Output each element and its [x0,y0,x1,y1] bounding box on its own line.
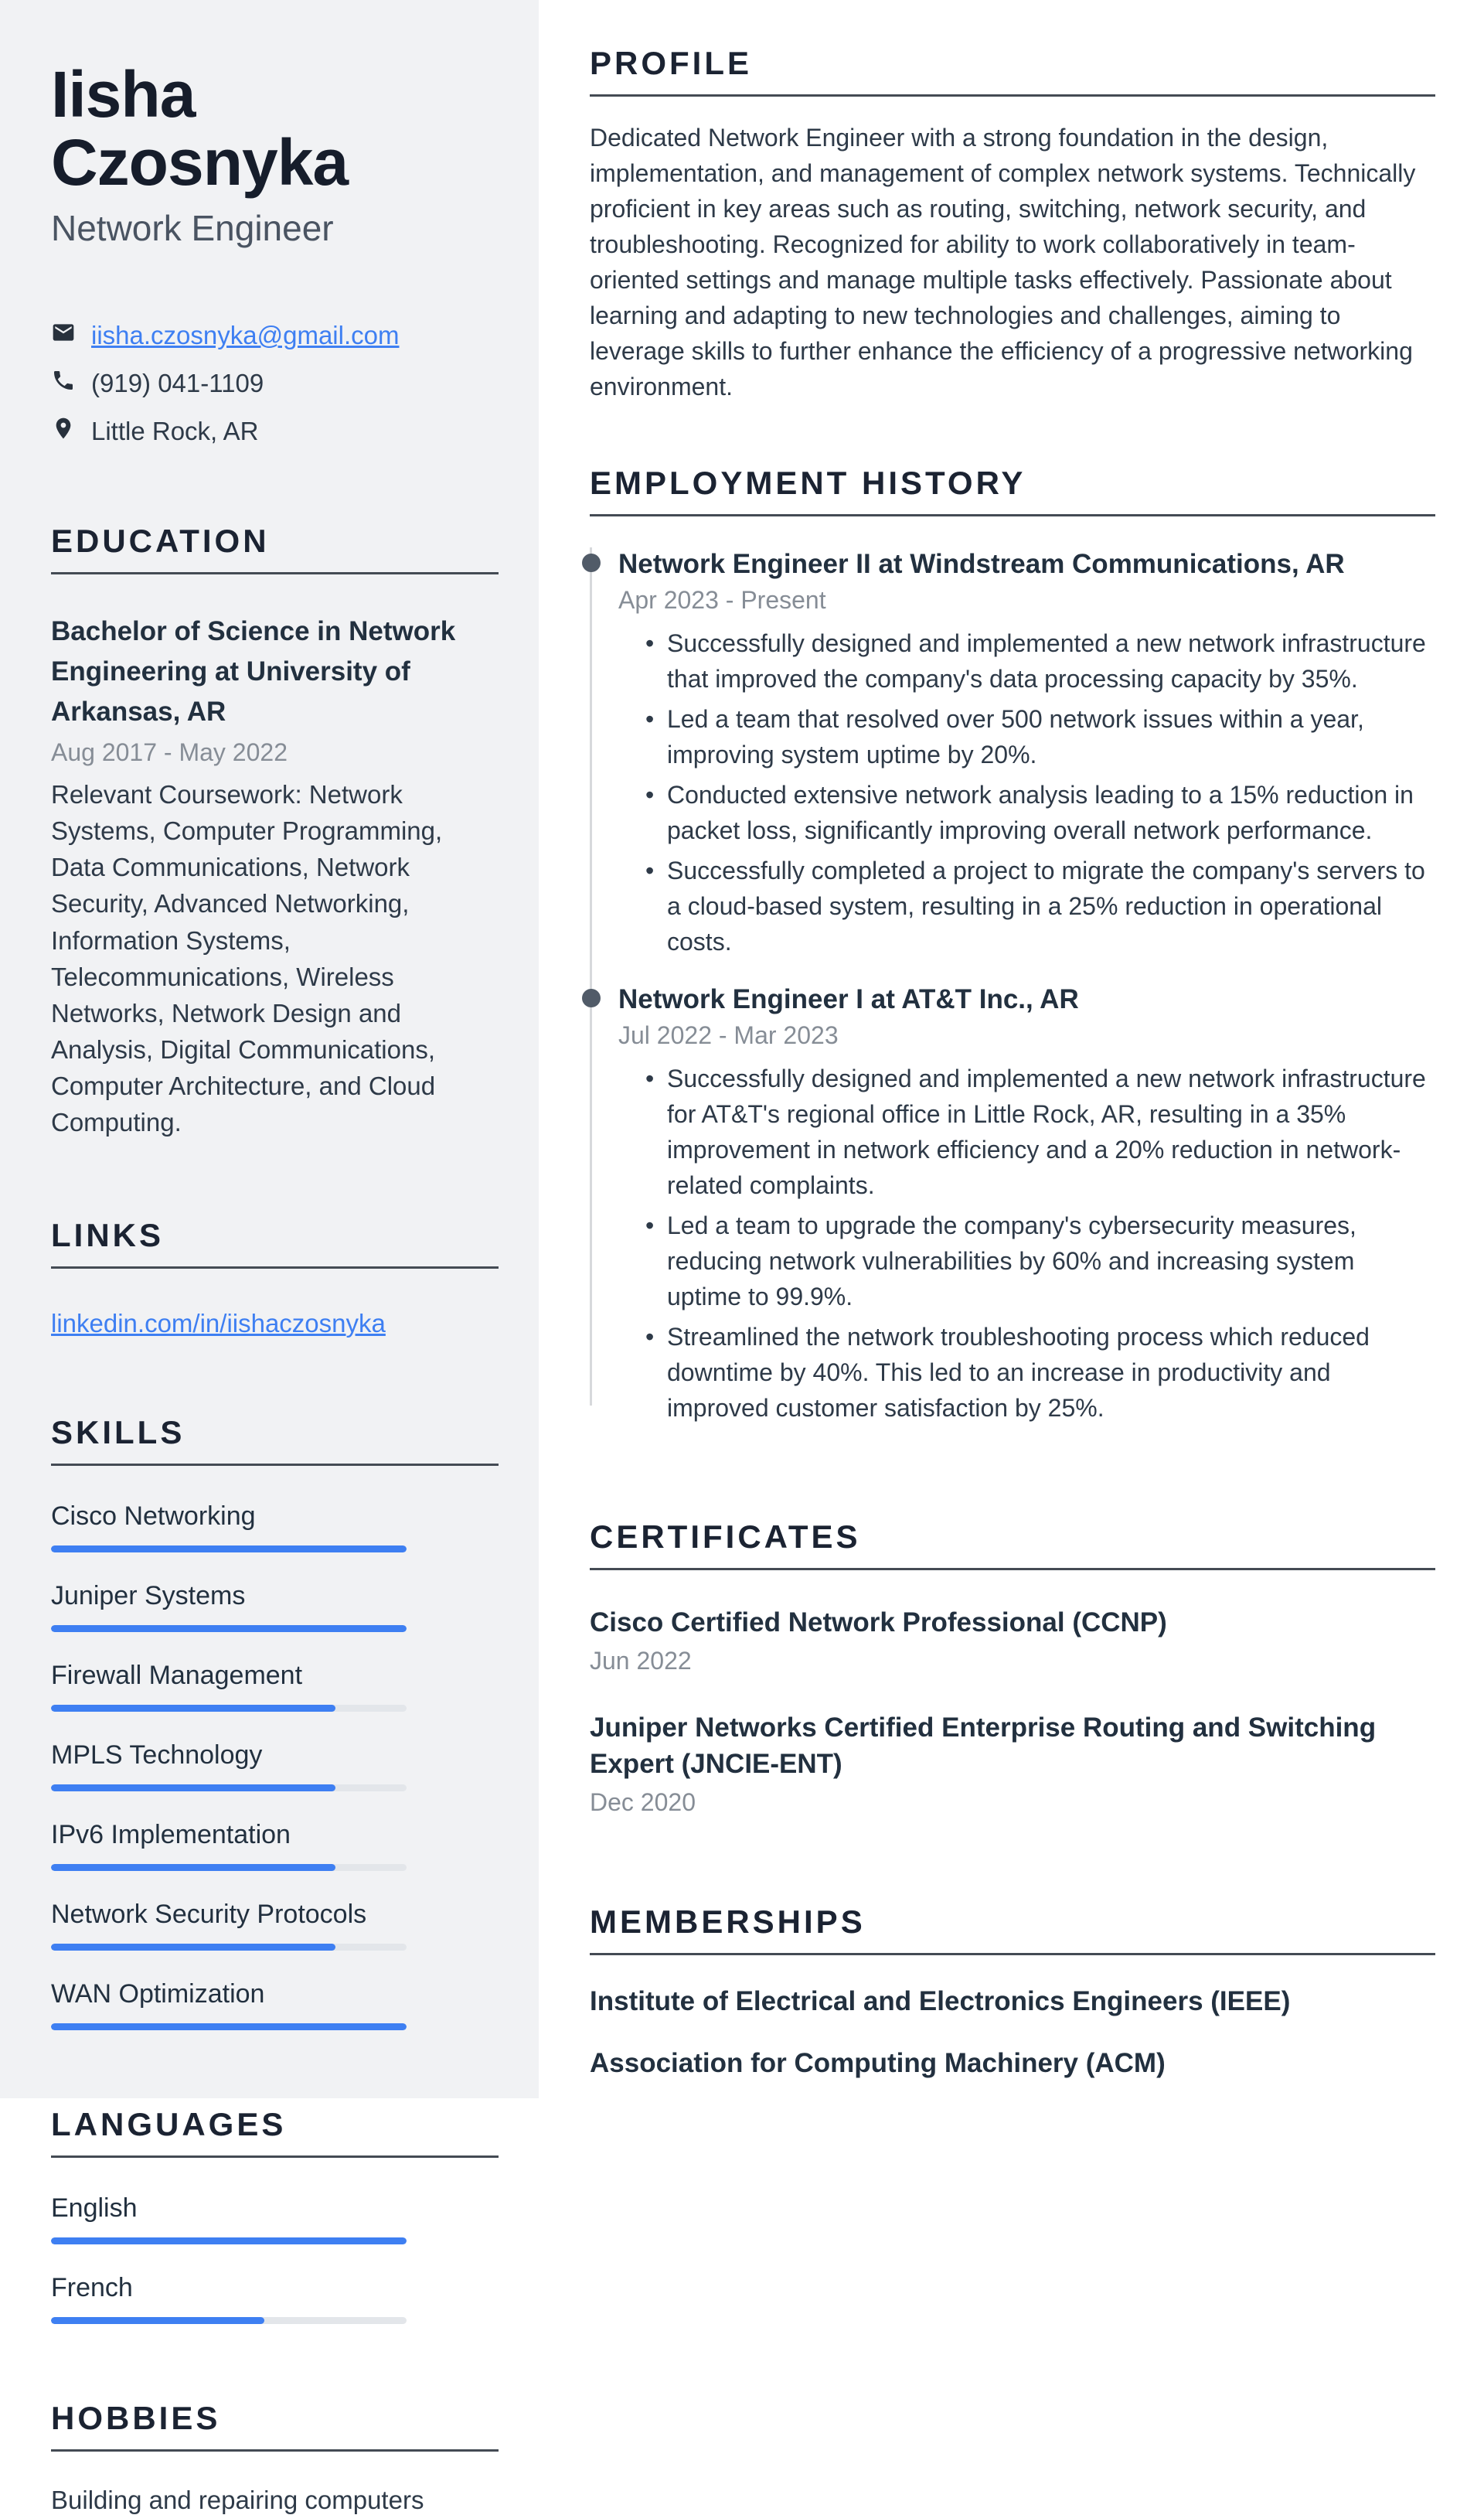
section-memberships [590,1903,1435,2079]
job-title: Network Engineer I at AT&T Inc., AR [618,983,1079,1014]
certificate-date: Jun 2022 [590,1646,692,1675]
skill-label: Firewall Management [51,1660,303,1690]
memberships-heading: MEMBERSHIPS [590,1903,866,1941]
profile-heading: PROFILE [590,45,753,81]
skill-item [51,1581,499,1632]
job-bullet: • Successfully completed a project to migrate the company's servers to a cloud-based system, resulting in a 25% reduction in operational costs. [645,853,1435,959]
skill-bar-track [51,1625,407,1632]
skill-label: Network Security Protocols [51,1899,367,1929]
language-bar-fill [51,2237,407,2244]
skill-bar-track [51,1864,407,1871]
skill-item [51,1979,499,2030]
phone-number: (919) 041-1109 [91,369,264,398]
skill-label: WAN Optimization [51,1978,265,2009]
skills-heading: SKILLS [51,1413,186,1450]
section-divider [51,2449,499,2452]
education-description: Relevant Coursework: Network Systems, Computer Programming, Data Communications, Network Security, Advanced Networking, Information Systems, Telecommunications, Wireless Networks, Network Design and Analysis, Digital Communications, Computer Architecture, and Cloud Computing. [51,779,443,1137]
job-entry [590,964,1435,1426]
certificate-item [590,1604,1435,1675]
section-skills [51,1414,499,2030]
job-bullet-list [618,1061,1435,1426]
skill-bar-fill [51,1864,335,1871]
section-links [51,1217,499,1338]
contact-phone-row [51,368,499,399]
education-dates: Aug 2017 - May 2022 [51,738,288,766]
membership-item: Association for Computing Machinery (ACM) [590,2048,1166,2079]
sidebar [0,0,539,2514]
education-degree: Bachelor of Science in Network Engineering at University of Arkansas, AR [51,616,456,727]
section-divider [51,572,499,574]
skill-bar-fill [51,1944,335,1951]
section-divider [590,1953,1435,1955]
language-bar-fill [51,2317,264,2324]
section-education [51,523,499,1140]
skill-bar-track [51,2023,407,2030]
employment-heading: EMPLOYMENT HISTORY [590,465,1026,501]
skill-bar-fill [51,1625,407,1632]
timeline-dot [582,554,601,572]
skill-item [51,1501,499,1552]
job-bullet: • Streamlined the network troubleshooting process which reduced downtime by 40%. This led to an increase in productivity and improved customer satisfaction by 25%. [645,1319,1435,1426]
phone-icon [51,368,76,399]
section-divider [590,1568,1435,1570]
email-link[interactable]: iisha.czosnyka@gmail.com [91,321,400,350]
timeline-dot [582,989,601,1007]
job-bullet: • Led a team that resolved over 500 network issues within a year, improving system uptime by 20%. [645,701,1435,772]
skill-label: MPLS Technology [51,1740,263,1770]
person-job-title: Network Engineer [51,208,334,249]
language-bar-track [51,2317,407,2324]
job-bullet: • Successfully designed and implemented a new network infrastructure that improved the company's data processing capacity by 35%. [645,625,1435,697]
person-name: Iisha Czosnyka [51,58,349,199]
linkedin-link[interactable]: linkedin.com/in/iishaczosnyka [51,1308,386,1338]
section-profile [590,45,1435,404]
job-bullet: • Led a team to upgrade the company's cybersecurity measures, reducing network vulnerabilities by 60% and increasing system uptime to 99.9%. [645,1208,1435,1314]
contact-email-row [51,320,499,351]
section-divider [51,2155,499,2158]
languages-heading: LANGUAGES [51,2105,287,2142]
section-employment-history [590,465,1435,1426]
contact-location-row [51,416,499,447]
membership-item: Institute of Electrical and Electronics Engineers (IEEE) [590,1986,1291,2017]
skill-label: Cisco Networking [51,1501,256,1531]
language-item [51,2273,499,2324]
job-bullet-list [618,625,1435,959]
certificate-date: Dec 2020 [590,1788,696,1817]
skill-bar-fill [51,1784,335,1791]
skill-label: Juniper Systems [51,1580,246,1610]
location-pin-icon [51,416,76,447]
section-certificates [590,1518,1435,1818]
education-heading: EDUCATION [51,523,270,560]
email-icon [51,320,76,351]
certificate-title: Cisco Certified Network Professional (CCNP) [590,1607,1167,1637]
hobbies-text: Building and repairing computers [51,2485,424,2514]
skill-bar-fill [51,1705,335,1712]
job-entry [590,529,1435,959]
languages-list [51,2193,499,2324]
hobbies-heading: HOBBIES [51,2399,221,2436]
skill-bar-track [51,1784,407,1791]
location-text: Little Rock, AR [91,417,259,446]
skill-item [51,1740,499,1791]
section-divider [51,1464,499,1466]
job-title: Network Engineer II at Windstream Communications, AR [618,549,1345,579]
job-dates: Apr 2023 - Present [618,585,826,614]
certificates-heading: CERTIFICATES [590,1518,861,1555]
skill-item [51,1661,499,1712]
skill-bar-track [51,1705,407,1712]
skill-item [51,1820,499,1871]
job-bullet: • Successfully designed and implemented a new network infrastructure for AT&T's regional office in Little Rock, AR, resulting in a 35% improvement in network efficiency and a 20% reduction in network-related complaints. [645,1061,1435,1203]
certificate-title: Juniper Networks Certified Enterprise Routing and Switching Expert (JNCIE-ENT) [590,1712,1377,1779]
job-dates: Jul 2022 - Mar 2023 [618,1021,839,1049]
section-divider [51,1266,499,1269]
contact-block [51,320,499,447]
section-hobbies [51,2400,499,2515]
links-heading: LINKS [51,1216,164,1253]
language-item [51,2193,499,2244]
skill-label: IPv6 Implementation [51,1819,291,1849]
section-divider [590,514,1435,516]
skills-list [51,1501,499,2030]
profile-text: Dedicated Network Engineer with a strong foundation in the design, implementation, and management of complex network systems. Technically proficient in key areas such as routing, switching, network security, and troubleshooting. Recognized for ability to work collaboratively in team-oriented settings and manage multiple tasks effectively. Passionate about learning and adapting to new technologies and challenges, aiming to leverage skills to further enhance the efficiency of a progressive networking environment. [590,124,1416,400]
language-label: English [51,2193,138,2223]
language-label: French [51,2272,133,2302]
employment-timeline [590,529,1435,1426]
job-bullet: • Conducted extensive network analysis leading to a 15% reduction in packet loss, significantly improving overall network performance. [645,777,1435,848]
section-languages [51,2106,499,2324]
skill-bar-track [51,1944,407,1951]
skill-bar-track [51,1545,407,1552]
language-bar-track [51,2237,407,2244]
skill-bar-fill [51,1545,407,1552]
skill-bar-fill [51,2023,407,2030]
skill-item [51,1900,499,1951]
certificate-item [590,1709,1435,1818]
main-column [539,0,1484,2098]
section-divider [590,94,1435,97]
